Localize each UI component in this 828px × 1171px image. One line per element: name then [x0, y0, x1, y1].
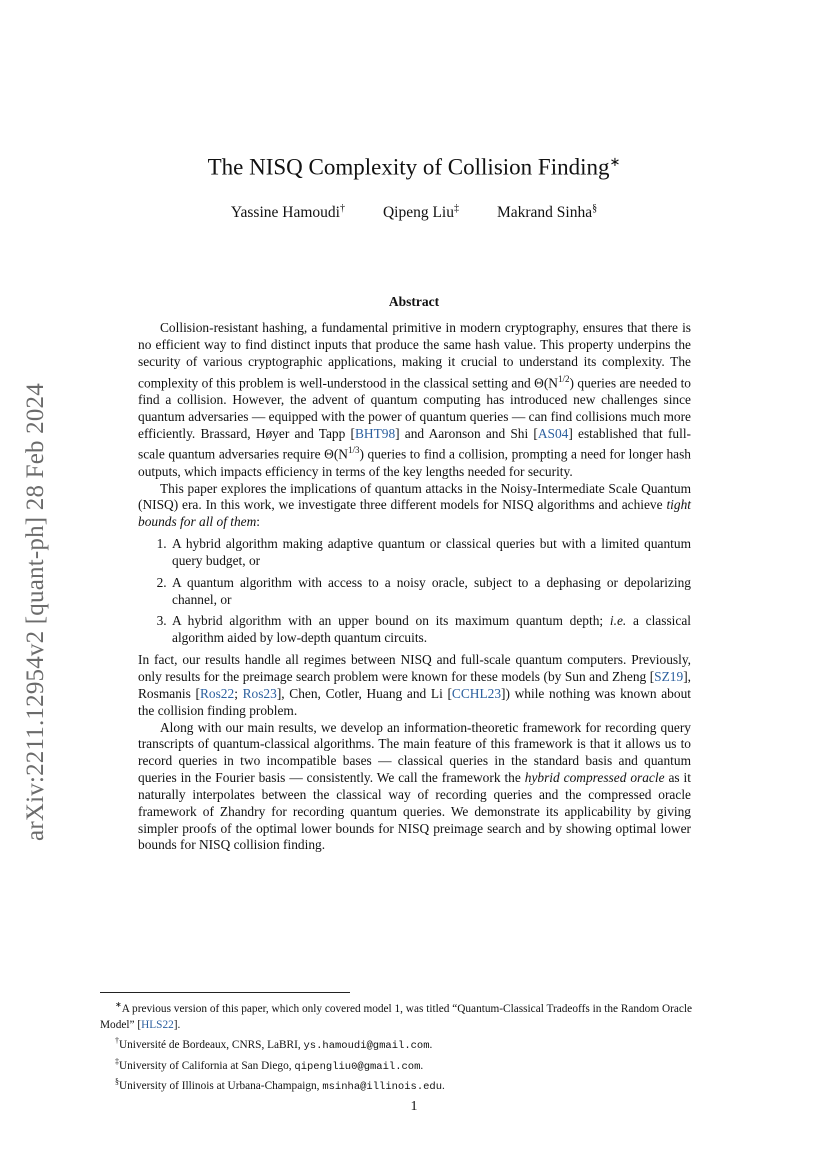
title-footnote-mark: ∗ — [609, 154, 621, 169]
abstract-paragraph-3: In fact, our results handle all regimes between NISQ and full-scale quantum computers. Previously, only results for the preimage search problem were known for these models (by Sun and Zheng [SZ19], Rosmanis [Ros22; Ros23], Chen, Cotler, Huang and Li [CCHL23]) while nothing was known about the collision finding problem. — [138, 652, 691, 718]
list-item: 3. A hybrid algorithm with an upper bound on its maximum quantum depth; i.e. a classical algorithm aided by low-depth quantum circuits. — [170, 613, 691, 647]
citation-link[interactable]: Ros22 — [199, 685, 235, 701]
abstract-paragraph-1: Collision-resistant hashing, a fundamental primitive in modern cryptography, ensures that there is no efficient way to find distinct inputs that produce the same hash value. This property underpins the security of various cryptographic applications, making it crucial to understand its complexity. The complexity of this problem is well-understood in the classical setting and $\Theta(N^{1/2})$ queries are needed to find a collision. However, the advent of quantum computing has introduced new challenges since quantum adversaries — equipped with the power of quantum queries — can find collisions much more efficiently. Brassard, Høyer and Tapp [BHT98] and Aaronson and Shi [AS04] established that full-scale quantum adversaries require $\Theta(N^{1/3})$ queries to find a collision, prompting a need for longer hash outputs, which impacts efficiency in terms of the key lengths needed for security. — [138, 320, 691, 479]
footnotes — [100, 997, 729, 1095]
author — [383, 203, 459, 222]
paper-title — [0, 154, 828, 181]
citation-link[interactable]: Ros23 — [242, 685, 277, 701]
footnote: §University of Illinois at Urbana-Champaign, msinha@illinois.edu. — [115, 1077, 445, 1094]
author-mark: ‡ — [453, 203, 459, 214]
list-item: 2. A quantum algorithm with access to a noisy oracle, subject to a dephasing or depolarizing channel, or — [170, 575, 691, 609]
footnote-rule — [100, 992, 350, 993]
email-address[interactable]: qipengliu0@gmail.com — [294, 1060, 421, 1073]
page-number: 1 — [410, 1099, 418, 1114]
footnote: †Université de Bordeaux, CNRS, LaBRI, ys.hamoudi@gmail.com. — [115, 1035, 433, 1052]
list-item: 1. A hybrid algorithm making adaptive quantum or classical queries but with a limited quantum query budget, or — [170, 536, 691, 570]
author-name: Qipeng Liu — [382, 204, 454, 222]
author-name: Yassine Hamoudi — [230, 204, 340, 222]
author-list — [0, 203, 828, 222]
citation-link[interactable]: HLS22 — [141, 1018, 174, 1031]
citation-link[interactable]: AS04 — [537, 425, 569, 441]
abstract-paragraph-4: Along with our main results, we develop an information-theoretic framework for recording query transcripts of quantum-classical algorithms. The main feature of this framework is that it allows us to record queries in two incompatible bases — classical queries in the standard basis and quantum queries in the Fourier basis — consistently. We call the framework the hybrid compressed oracle as it naturally interpolates between the classical way of recording queries and the compressed oracle framework of Zhandry for recording quantum queries. We demonstrate its applicability by giving simpler proofs of the optimal lower bounds for NISQ preimage search and by showing optimal lower bounds for NISQ collision finding. — [138, 719, 691, 853]
footnote: ‡University of California at San Diego, qipengliu0@gmail.com. — [115, 1056, 424, 1073]
title-text: The NISQ Complexity of Collision Finding — [207, 154, 610, 180]
abstract-heading: Abstract — [388, 294, 440, 309]
author — [231, 203, 345, 222]
email-address[interactable]: ys.hamoudi@gmail.com — [303, 1039, 430, 1052]
arxiv-side-stamp — [14, 352, 58, 872]
footnote: ∗A previous version of this paper, which only covered model 1, was titled “Quantum-Classical Tradeoffs in the Random Oracle Model” [HLS22]. — [100, 1000, 693, 1031]
author-mark: § — [592, 203, 598, 214]
author-name: Makrand Sinha — [496, 204, 593, 222]
abstract-body — [138, 320, 691, 854]
author-mark: † — [339, 203, 345, 214]
arxiv-identifier: arXiv:2211.12954v2 [quant-ph] 28 Feb 2024 — [22, 383, 50, 841]
model-list — [138, 536, 691, 647]
author — [497, 203, 597, 222]
abstract-paragraph-2: This paper explores the implications of quantum attacks in the Noisy-Intermediate Scale Quantum (NISQ) era. In this work, we investigate three different models for NISQ algorithms and achieve tight bounds for all of them: — [138, 480, 691, 530]
citation-link[interactable]: CCHL23 — [451, 685, 502, 701]
email-address[interactable]: msinha@illinois.edu — [322, 1081, 443, 1094]
citation-link[interactable]: BHT98 — [354, 425, 396, 441]
citation-link[interactable]: SZ19 — [654, 668, 684, 684]
